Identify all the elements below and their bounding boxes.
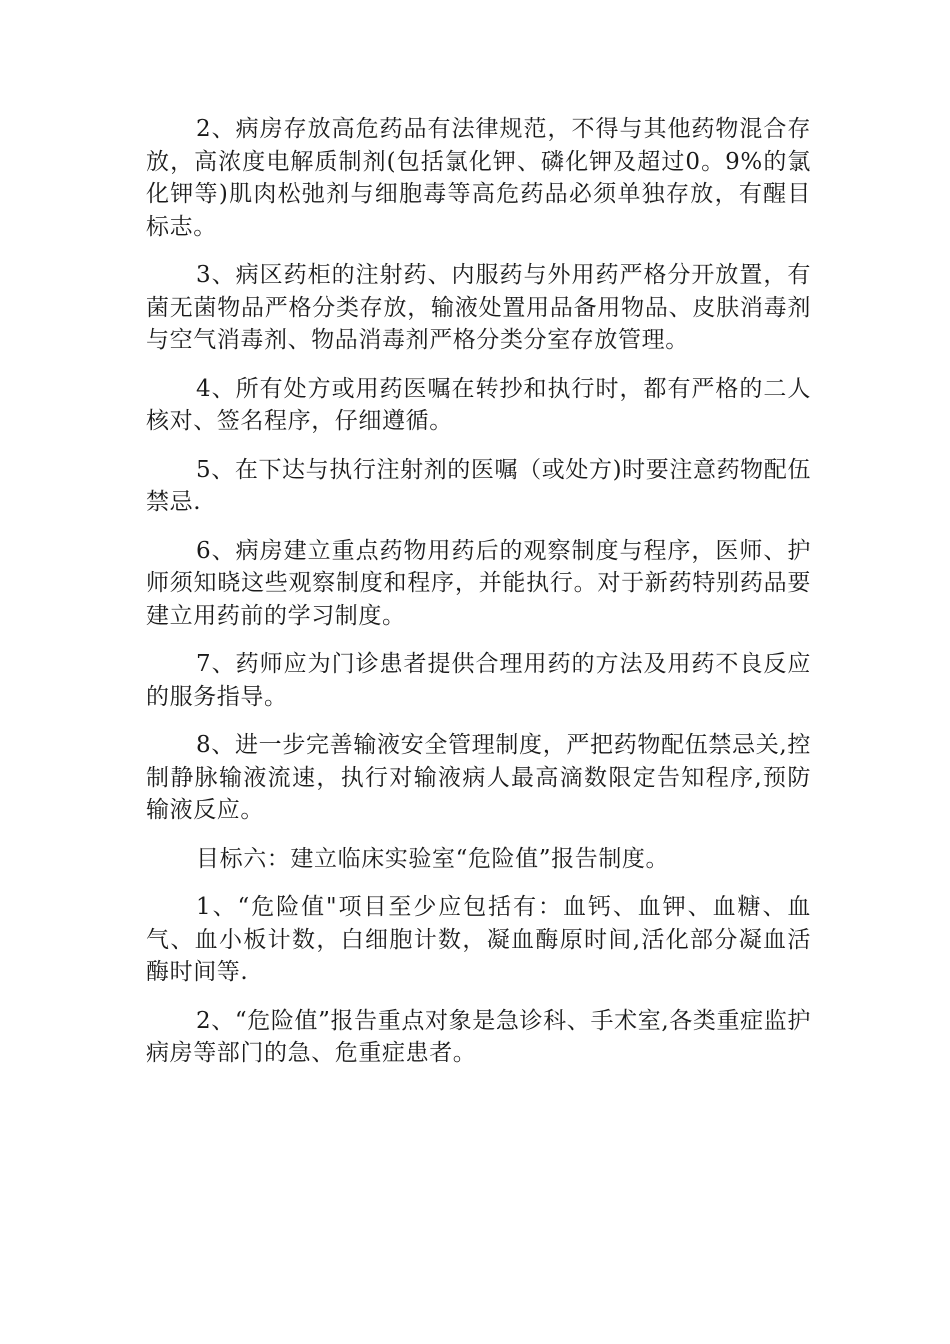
paragraph-item-7-pharmacist: 7、药师应为门诊患者提供合理用药的方法及用药不良反应的服务指导。 xyxy=(146,651,811,710)
paragraph-item-1-critical-values: 1、“危险值"项目至少应包括有：血钙、血钾、血糖、血气、血小板计数，白细胞计数，凝血酶原时间,活化部分凝血活酶时间等. xyxy=(146,894,811,985)
paragraph-item-8-infusion: 8、进一步完善输液安全管理制度，严把药物配伍禁忌关,控制静脉输液流速，执行对输液病人最高滴数限定告知程序,预防输液反应。 xyxy=(146,732,811,823)
paragraph-item-6-observation: 6、病房建立重点药物用药后的观察制度与程序，医师、护师须知晓这些观察制度和程序，并能执行。对于新药特别药品要建立用药前的学习制度。 xyxy=(146,537,811,629)
paragraph-item-3-cabinet: 3、病区药柜的注射药、内服药与外用药严格分开放置，有菌无菌物品严格分类存放，输液处置用品备用物品、皮肤消毒剂与空气消毒剂、物品消毒剂严格分类分室存放管理。 xyxy=(146,262,811,353)
document-body xyxy=(146,113,811,1086)
paragraph-item-2-storage: 2、病房存放高危药品有法律规范，不得与其他药物混合存放，高浓度电解质制剂(包括氯化钾、磷化钾及超过0。9%的氯化钾等)肌肉松弛剂与细胞毒等高危药品必须单独存放，有醒目标志。 xyxy=(146,116,811,240)
paragraph-item-5-injection: 5、在下达与执行注射剂的医嘱（或处方)时要注意药物配伍禁忌. xyxy=(146,456,811,515)
paragraph-item-4-prescription: 4、所有处方或用药医嘱在转抄和执行时，都有严格的二人核对、签名程序，仔细遵循。 xyxy=(146,375,811,434)
section-heading-goal-six: 目标六：建立临床实验室“危险值”报告制度。 xyxy=(196,845,670,872)
paragraph-item-2-report-targets: 2、“危险值”报告重点对象是急诊科、手术室,各类重症监护病房等部门的急、危重症患者。 xyxy=(146,1007,811,1066)
